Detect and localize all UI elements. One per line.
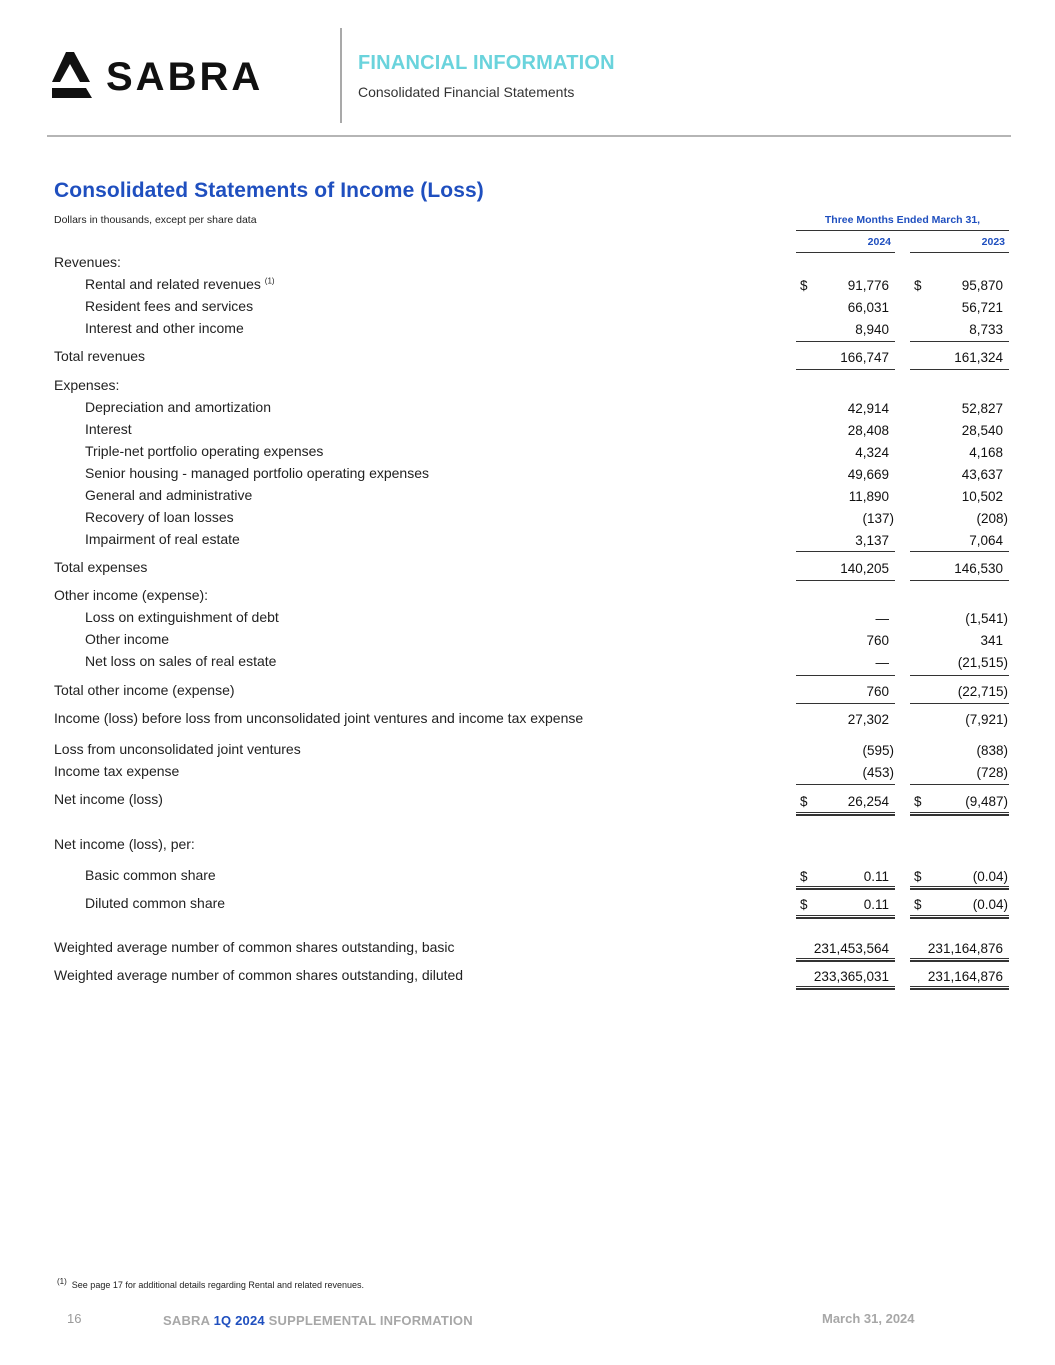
- value-2024: 11,890: [848, 489, 889, 504]
- value-2023: 52,827: [961, 401, 1003, 416]
- total-rule: [910, 580, 1009, 581]
- year-2023-header: 2023: [981, 236, 1005, 248]
- total-rule: [910, 703, 1009, 704]
- row-label: Impairment of real estate: [85, 531, 240, 547]
- value-2023: (22,715): [957, 684, 1008, 699]
- value-2023: 8,733: [969, 322, 1003, 337]
- value-2023: 95,870: [961, 278, 1003, 293]
- subtotal-rule: [796, 784, 895, 785]
- value-2023: 4,168: [969, 445, 1003, 460]
- double-rule: [796, 958, 895, 962]
- per-share-heading: Net income (loss), per:: [54, 836, 195, 852]
- units-note: Dollars in thousands, except per share data: [54, 214, 257, 226]
- value-2024: 760: [866, 684, 889, 699]
- value-2024: 166,747: [840, 350, 889, 365]
- value-2024: 91,776: [847, 278, 889, 293]
- value-2024: 8,940: [855, 322, 889, 337]
- pretax-income-label: Income (loss) before loss from unconsolidated joint ventures and income tax expense: [54, 710, 584, 726]
- section-title: FINANCIAL INFORMATION: [358, 52, 615, 74]
- double-rule: [910, 915, 1009, 919]
- double-rule: [910, 986, 1009, 990]
- header-rule: [47, 135, 1011, 137]
- year-2024-header: 2024: [867, 236, 891, 248]
- total-other-label: Total other income (expense): [54, 682, 235, 698]
- value-2023: 7,064: [969, 533, 1003, 548]
- value-2023: (208): [976, 511, 1008, 526]
- currency-symbol: $: [800, 869, 808, 884]
- shares-diluted-label: Weighted average number of common shares outstanding, diluted: [54, 967, 464, 983]
- page-title: Consolidated Statements of Income (Loss): [54, 179, 484, 202]
- row-label: Senior housing - managed portfolio operating expenses: [85, 465, 430, 481]
- double-rule: [796, 886, 895, 890]
- footer-label: SABRA 1Q 2024 SUPPLEMENTAL INFORMATION: [163, 1313, 473, 1328]
- subtotal-rule: [910, 341, 1009, 342]
- expenses-heading: Expenses:: [54, 377, 120, 393]
- row-label: Interest: [85, 421, 132, 437]
- value-2023: 146,530: [954, 561, 1003, 576]
- double-rule: [796, 915, 895, 919]
- net-income-label: Net income (loss): [54, 791, 163, 807]
- year-rule: [910, 252, 1009, 253]
- value-2024: 42,914: [847, 401, 889, 416]
- value-2024: —: [875, 655, 889, 670]
- subtotal-rule: [796, 675, 895, 676]
- value-2023: 28,540: [961, 423, 1003, 438]
- row-label: Loss on extinguishment of debt: [85, 609, 279, 625]
- row-label: Triple-net portfolio operating expenses: [85, 443, 324, 459]
- value-2024: 49,669: [847, 467, 889, 482]
- footnote-marker: (1): [57, 1277, 67, 1286]
- value-2023: 231,164,876: [927, 969, 1003, 984]
- row-label: Rental and related revenues $^{(1)}$: [85, 276, 275, 292]
- value-2024: 27,302: [847, 712, 889, 727]
- shares-basic-label: Weighted average number of common shares outstanding, basic: [54, 939, 455, 955]
- income-tax-label: Income tax expense: [54, 763, 180, 779]
- value-2024: —: [875, 611, 889, 626]
- total-rule: [796, 369, 895, 370]
- value-2024: (453): [862, 765, 894, 780]
- currency-symbol: $: [914, 869, 922, 884]
- double-rule: [796, 812, 895, 816]
- value-2024: 26,254: [847, 794, 889, 809]
- value-2023: (0.04): [972, 869, 1008, 884]
- total-revenues-label: Total revenues: [54, 348, 146, 364]
- value-2024: 0.11: [863, 897, 889, 912]
- total-rule: [910, 369, 1009, 370]
- currency-symbol: $: [914, 278, 922, 293]
- value-2024: 3,137: [855, 533, 889, 548]
- year-rule: [796, 252, 895, 253]
- row-label: Depreciation and amortization: [85, 399, 271, 415]
- value-2023: (1,541): [965, 611, 1008, 626]
- currency-symbol: $: [914, 897, 922, 912]
- subtotal-rule: [796, 551, 895, 552]
- value-2024: (137): [862, 511, 894, 526]
- double-rule: [910, 812, 1009, 816]
- jv-loss-label: Loss from unconsolidated joint ventures: [54, 741, 301, 757]
- row-label: Interest and other income: [85, 320, 244, 336]
- subtotal-rule: [796, 341, 895, 342]
- footnote-text: See page 17 for additional details regarding Rental and related revenues.: [71, 1280, 364, 1290]
- value-2023: 56,721: [961, 300, 1003, 315]
- currency-symbol: $: [800, 278, 808, 293]
- revenues-heading: Revenues:: [54, 254, 121, 270]
- double-rule: [910, 886, 1009, 890]
- header-divider: [340, 28, 342, 123]
- value-2024: 233,365,031: [813, 969, 889, 984]
- value-2024: 760: [866, 633, 889, 648]
- double-rule: [910, 958, 1009, 962]
- value-2024: 231,453,564: [813, 941, 889, 956]
- total-expenses-label: Total expenses: [54, 559, 148, 575]
- value-2024: 4,324: [855, 445, 889, 460]
- subtotal-rule: [910, 675, 1009, 676]
- section-subtitle: Consolidated Financial Statements: [358, 84, 575, 100]
- value-2024: 66,031: [847, 300, 889, 315]
- value-2023: 10,502: [961, 489, 1003, 504]
- value-2023: (9,487): [965, 794, 1008, 809]
- other-income-heading: Other income (expense):: [54, 587, 209, 603]
- subtotal-rule: [910, 784, 1009, 785]
- value-2024: (595): [862, 743, 894, 758]
- currency-symbol: $: [800, 897, 808, 912]
- period-header: Three Months Ended March 31,: [824, 214, 981, 226]
- row-label: Resident fees and services: [85, 298, 254, 314]
- sabra-logo: [52, 52, 297, 98]
- value-2024: 140,205: [840, 561, 889, 576]
- footnote: [57, 1277, 364, 1290]
- value-2023: 161,324: [954, 350, 1003, 365]
- row-label: Basic common share: [85, 867, 216, 883]
- period-rule: [796, 230, 1009, 231]
- value-2024: 0.11: [863, 869, 889, 884]
- double-rule: [796, 986, 895, 990]
- row-label: Other income: [85, 631, 170, 647]
- value-2023: (21,515): [957, 655, 1008, 670]
- row-label: Diluted common share: [85, 895, 226, 911]
- value-2023: 43,637: [961, 467, 1003, 482]
- value-2023: (0.04): [972, 897, 1008, 912]
- footer-date: March 31, 2024: [822, 1311, 915, 1326]
- row-label: General and administrative: [85, 487, 253, 503]
- value-2023: (7,921): [965, 712, 1008, 727]
- subtotal-rule: [910, 551, 1009, 552]
- row-label: Recovery of loan losses: [85, 509, 234, 525]
- page-number: 16: [67, 1311, 82, 1326]
- total-rule: [796, 703, 895, 704]
- footnote-marker: (1): [264, 276, 275, 286]
- value-2023: 341: [980, 633, 1003, 648]
- row-label: Net loss on sales of real estate: [85, 653, 277, 669]
- value-2023: (728): [976, 765, 1008, 780]
- currency-symbol: $: [914, 794, 922, 809]
- value-2023: 231,164,876: [927, 941, 1003, 956]
- value-2023: (838): [976, 743, 1008, 758]
- value-2024: 28,408: [847, 423, 889, 438]
- currency-symbol: $: [800, 794, 808, 809]
- total-rule: [796, 580, 895, 581]
- svg-text:SABRA: SABRA: [106, 55, 264, 98]
